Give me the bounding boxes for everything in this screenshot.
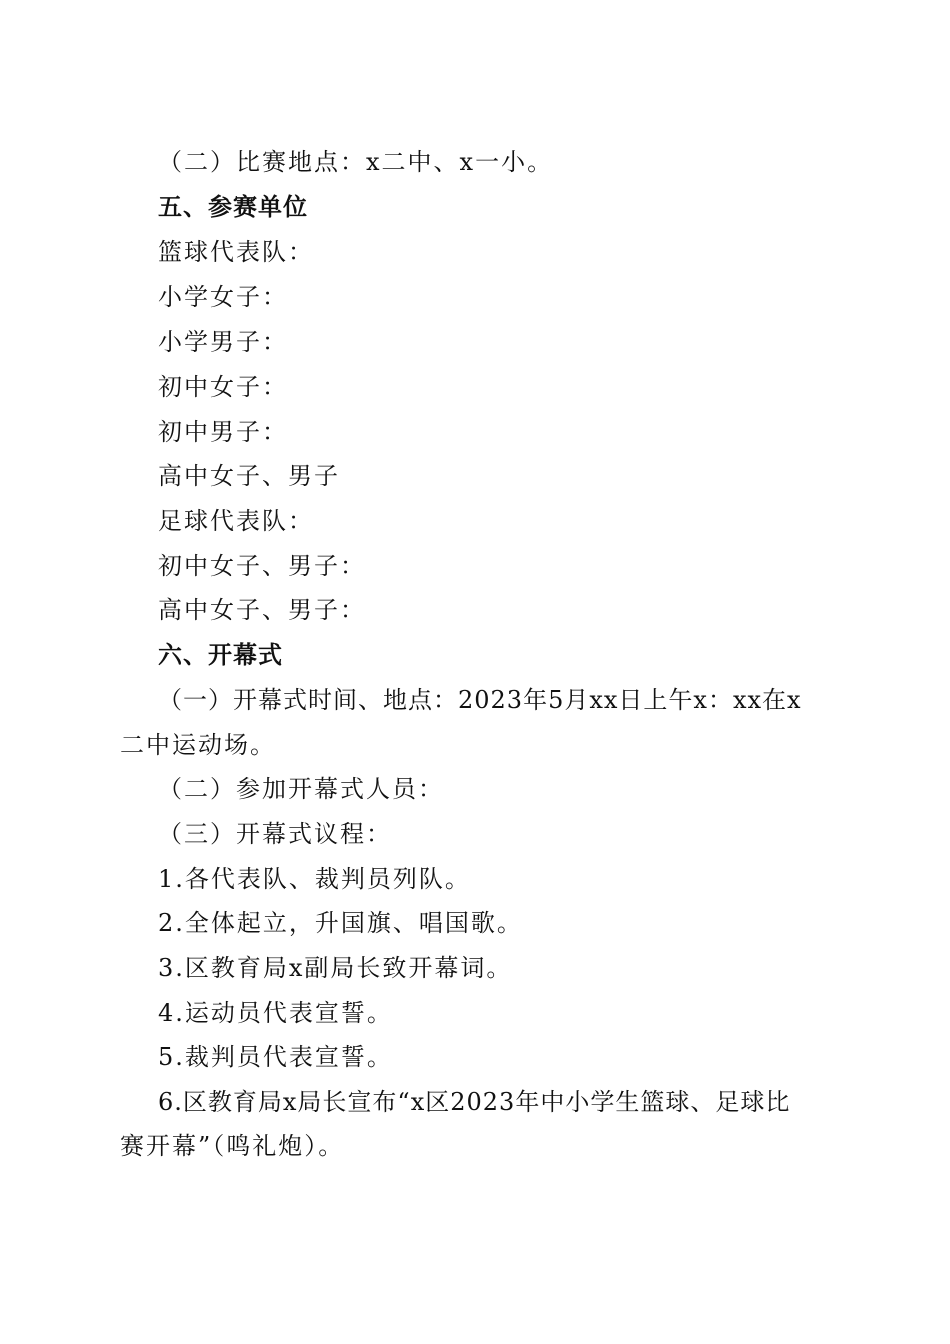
opening-time-line: （一）开幕式时间、地点：2023年5月xx日上午x：xx在x — [158, 686, 802, 714]
football-senior-line: 高中女子、男子： — [158, 596, 366, 624]
opening-attendees-line: （二）参加开幕式人员： — [158, 775, 444, 803]
agenda-item-5: 5.裁判员代表宣誓。 — [158, 1043, 393, 1071]
football-team-label: 足球代表队： — [158, 507, 314, 535]
primary-boys-line: 小学男子： — [158, 328, 288, 356]
football-junior-line: 初中女子、男子： — [158, 552, 366, 580]
agenda-item-6: 6.区教育局x局长宣布“x区2023年中小学生篮球、足球比 — [158, 1088, 791, 1116]
junior-girls-line: 初中女子： — [158, 373, 288, 401]
section-heading-participants: 五、参赛单位 — [158, 193, 308, 221]
agenda-item-1: 1.各代表队、裁判员列队。 — [158, 865, 471, 893]
basketball-team-label: 篮球代表队： — [158, 238, 314, 266]
opening-time-line-cont: 二中运动场。 — [120, 731, 276, 759]
venue-line: （二）比赛地点：x二中、x一小。 — [158, 148, 554, 176]
junior-boys-line: 初中男子： — [158, 418, 288, 446]
agenda-item-2: 2.全体起立，升国旗、唱国歌。 — [158, 909, 523, 937]
agenda-item-4: 4.运动员代表宣誓。 — [158, 999, 393, 1027]
agenda-item-6-cont: 赛开幕”（鸣礼炮）。 — [120, 1132, 345, 1160]
agenda-item-3: 3.区教育局x副局长致开幕词。 — [158, 954, 513, 982]
primary-girls-line: 小学女子： — [158, 283, 288, 311]
senior-girls-boys-line: 高中女子、男子 — [158, 462, 340, 490]
section-heading-opening: 六、开幕式 — [158, 641, 283, 669]
opening-agenda-line: （三）开幕式议程： — [158, 820, 392, 848]
